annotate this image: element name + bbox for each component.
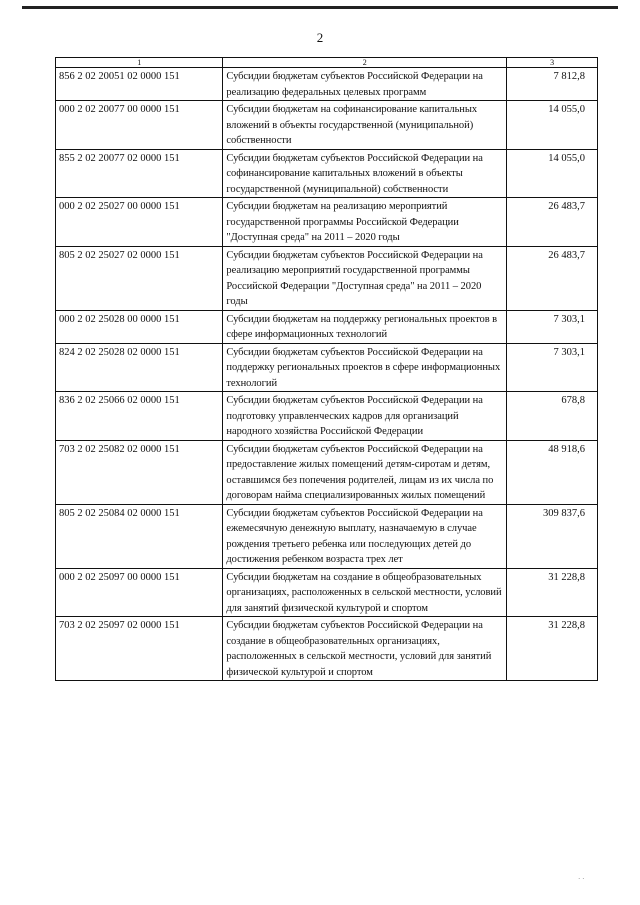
amount-cell: 7 303,1 [507,310,598,343]
amount-cell: 14 055,0 [507,101,598,150]
table-row [56,392,598,441]
revenue-name-cell: Субсидии бюджетам на поддержку региональных проектов в сфере информационных технологий [223,310,507,343]
table-header-row [56,58,598,68]
revenue-name-cell: Субсидии бюджетам субъектов Российской Федерации на поддержку региональных проектов в сфере информационных технологий [223,343,507,392]
table-row [56,198,598,247]
table-row [56,310,598,343]
amount-cell: 26 483,7 [507,246,598,310]
table-row [56,504,598,568]
revenue-name-cell: Субсидии бюджетам на реализацию мероприятий государственной программы Российской Федерации "Доступная среда" на 2011 – 2020 годы [223,198,507,247]
amount-cell: 48 918,6 [507,440,598,504]
revenue-name-cell: Субсидии бюджетам субъектов Российской Федерации на предоставление жилых помещений детям-сиротам и детям, оставшимся без попечения родителей, лицам из их числа по договорам найма специализированных жилых помещений [223,440,507,504]
revenue-name-cell: Субсидии бюджетам на софинансирование капитальных вложений в объекты государственной (муниципальной) собственности [223,101,507,150]
amount-cell: 31 228,8 [507,617,598,681]
amount-cell: 7 303,1 [507,343,598,392]
header-cell-name: 2 [223,58,507,68]
scan-speck: · · [578,875,585,883]
budget-code-cell: 000 2 02 25027 00 0000 151 [56,198,223,247]
top-border-rule [22,6,618,9]
table-row [56,343,598,392]
budget-code-cell: 805 2 02 25084 02 0000 151 [56,504,223,568]
budget-code-cell: 824 2 02 25028 02 0000 151 [56,343,223,392]
revenue-name-cell: Субсидии бюджетам субъектов Российской Федерации на софинансирование капитальных вложений в объекты государственной (муниципальной) собственности [223,149,507,198]
revenue-name-cell: Субсидии бюджетам на создание в общеобразовательных организациях, расположенных в сельской местности, условий для занятий физической культурой и спортом [223,568,507,617]
budget-code-cell: 855 2 02 20077 02 0000 151 [56,149,223,198]
table-row [56,617,598,681]
amount-cell: 678,8 [507,392,598,441]
revenue-name-cell: Субсидии бюджетам субъектов Российской Федерации на создание в общеобразовательных организациях, расположенных в сельской местности, условий для занятий физической культурой и спортом [223,617,507,681]
budget-code-cell: 836 2 02 25066 02 0000 151 [56,392,223,441]
revenue-name-cell: Субсидии бюджетам субъектов Российской Федерации на реализацию мероприятий государственной программы Российской Федерации "Доступная среда" на 2011 – 2020 годы [223,246,507,310]
budget-code-cell: 000 2 02 25028 00 0000 151 [56,310,223,343]
table-row [56,440,598,504]
amount-cell: 309 837,6 [507,504,598,568]
table-row [56,246,598,310]
table-row [56,101,598,150]
budget-code-cell: 000 2 02 20077 00 0000 151 [56,101,223,150]
revenue-name-cell: Субсидии бюджетам субъектов Российской Федерации на подготовку управленческих кадров для организаций народного хозяйства Российской Федерации [223,392,507,441]
budget-code-cell: 703 2 02 25082 02 0000 151 [56,440,223,504]
revenue-name-cell: Субсидии бюджетам субъектов Российской Федерации на ежемесячную денежную выплату, назначаемую в случае рождения третьего ребенка или последующих детей до достижения ребенком возраста трех лет [223,504,507,568]
table-row [56,568,598,617]
header-cell-code: 1 [56,58,223,68]
amount-cell: 7 812,8 [507,68,598,101]
revenue-name-cell: Субсидии бюджетам субъектов Российской Федерации на реализацию федеральных целевых программ [223,68,507,101]
amount-cell: 26 483,7 [507,198,598,247]
budget-code-cell: 805 2 02 25027 02 0000 151 [56,246,223,310]
table-row [56,149,598,198]
amount-cell: 31 228,8 [507,568,598,617]
header-cell-amount: 3 [507,58,598,68]
page-number: 2 [316,30,324,45]
budget-code-cell: 703 2 02 25097 02 0000 151 [56,617,223,681]
budget-code-cell: 856 2 02 20051 02 0000 151 [56,68,223,101]
revenue-table [55,57,598,681]
amount-cell: 14 055,0 [507,149,598,198]
budget-code-cell: 000 2 02 25097 00 0000 151 [56,568,223,617]
table-row [56,68,598,101]
